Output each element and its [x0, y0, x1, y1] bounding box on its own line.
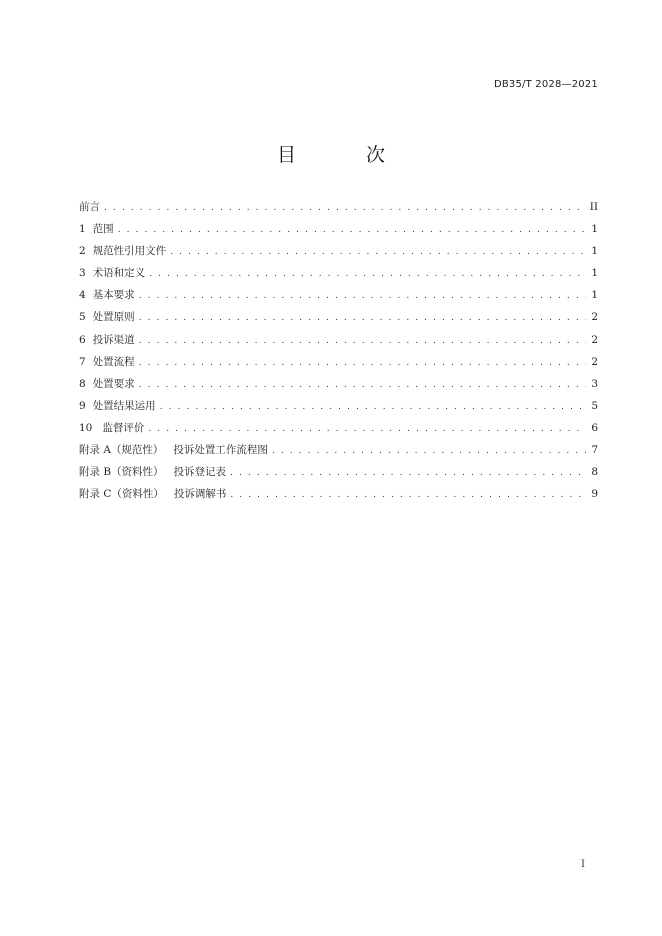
toc-entry-number: 4	[79, 289, 86, 302]
toc-entry-number: 9	[79, 399, 86, 412]
toc-leader-dots	[230, 490, 586, 500]
toc-entry-page: 1	[591, 223, 598, 236]
toc-leader-dots	[139, 358, 586, 368]
toc-entry-number: 6	[79, 333, 86, 346]
toc-entry-1[interactable]	[79, 221, 598, 243]
toc-entry-label: 前言	[79, 201, 100, 213]
toc-leader-dots	[272, 446, 586, 456]
toc-entry-appendix-b[interactable]	[79, 464, 598, 486]
toc-entry-appendix-c[interactable]	[79, 486, 598, 508]
toc-entry-number: 1	[79, 223, 86, 236]
toc-entry-label: 处置原则	[92, 311, 135, 324]
toc-entry-number: 8	[79, 377, 86, 390]
toc-entry-number: 10	[79, 421, 93, 434]
toc-entry-preface[interactable]	[79, 199, 598, 221]
toc-leader-dots	[118, 225, 586, 235]
toc-entry-label: 术语和定义	[92, 267, 146, 280]
toc-entry-page: 2	[591, 311, 598, 324]
toc-entry-label: 处置流程	[92, 355, 135, 368]
toc-entry-6[interactable]	[79, 332, 598, 354]
toc-entry-page: 7	[591, 444, 598, 457]
toc-entry-label: 投诉渠道	[92, 333, 135, 346]
page-number: I	[581, 859, 585, 870]
toc-entry-10[interactable]	[79, 420, 598, 442]
toc-leader-dots	[139, 380, 586, 390]
toc-entry-9[interactable]	[79, 398, 598, 420]
toc-entry-subtitle: 投诉调解书	[173, 488, 227, 501]
toc-entry-appendix-a[interactable]	[79, 442, 598, 464]
toc-leader-dots	[139, 313, 586, 323]
toc-leader-dots	[230, 468, 586, 478]
toc-entry-number: 2	[79, 245, 86, 258]
toc-leader-dots	[160, 402, 586, 412]
toc-entry-label: 监督评价	[102, 421, 145, 434]
toc-entry-label: 附录 A（规范性）	[79, 444, 164, 457]
toc-leader-dots	[104, 203, 586, 213]
toc-entry-label: 规范性引用文件	[92, 245, 167, 258]
toc-leader-dots	[149, 269, 586, 279]
toc-entry-page: 8	[591, 466, 598, 479]
toc-entry-page: 2	[591, 355, 598, 368]
toc-entry-label: 范围	[92, 223, 114, 236]
toc-entry-page: 5	[591, 399, 598, 412]
page-title: 目 次	[276, 144, 418, 166]
toc-entry-page: II	[589, 201, 598, 213]
toc-leader-dots	[170, 247, 586, 257]
toc-entry-2[interactable]	[79, 243, 598, 265]
toc-entry-7[interactable]	[79, 354, 598, 376]
toc-entry-4[interactable]	[79, 287, 598, 309]
toc-entry-page: 3	[591, 377, 598, 390]
toc-entry-number: 5	[79, 311, 86, 324]
toc-entry-page: 9	[591, 488, 598, 501]
toc-entry-label: 处置结果运用	[92, 399, 156, 412]
toc-entry-number: 7	[79, 355, 86, 368]
toc-entry-number: 3	[79, 267, 86, 280]
toc-leader-dots	[139, 336, 586, 346]
toc-entry-8[interactable]	[79, 376, 598, 398]
toc-entry-3[interactable]	[79, 265, 598, 287]
table-of-contents	[79, 199, 598, 508]
toc-leader-dots	[139, 291, 586, 301]
toc-leader-dots	[148, 424, 586, 434]
toc-entry-page: 1	[591, 267, 598, 280]
toc-entry-page: 1	[591, 245, 598, 258]
toc-entry-page: 2	[591, 333, 598, 346]
document-code: DB35/T 2028—2021	[493, 79, 598, 90]
toc-entry-subtitle: 投诉登记表	[173, 466, 227, 479]
toc-entry-label: 附录 C（资料性）	[79, 488, 164, 501]
toc-entry-subtitle: 投诉处置工作流程图	[173, 444, 268, 457]
toc-entry-label: 基本要求	[92, 289, 135, 302]
toc-entry-label: 处置要求	[92, 377, 135, 390]
toc-entry-page: 1	[591, 289, 598, 302]
toc-entry-5[interactable]	[79, 309, 598, 331]
toc-entry-label: 附录 B（资料性）	[79, 466, 164, 479]
toc-entry-page: 6	[591, 421, 598, 434]
